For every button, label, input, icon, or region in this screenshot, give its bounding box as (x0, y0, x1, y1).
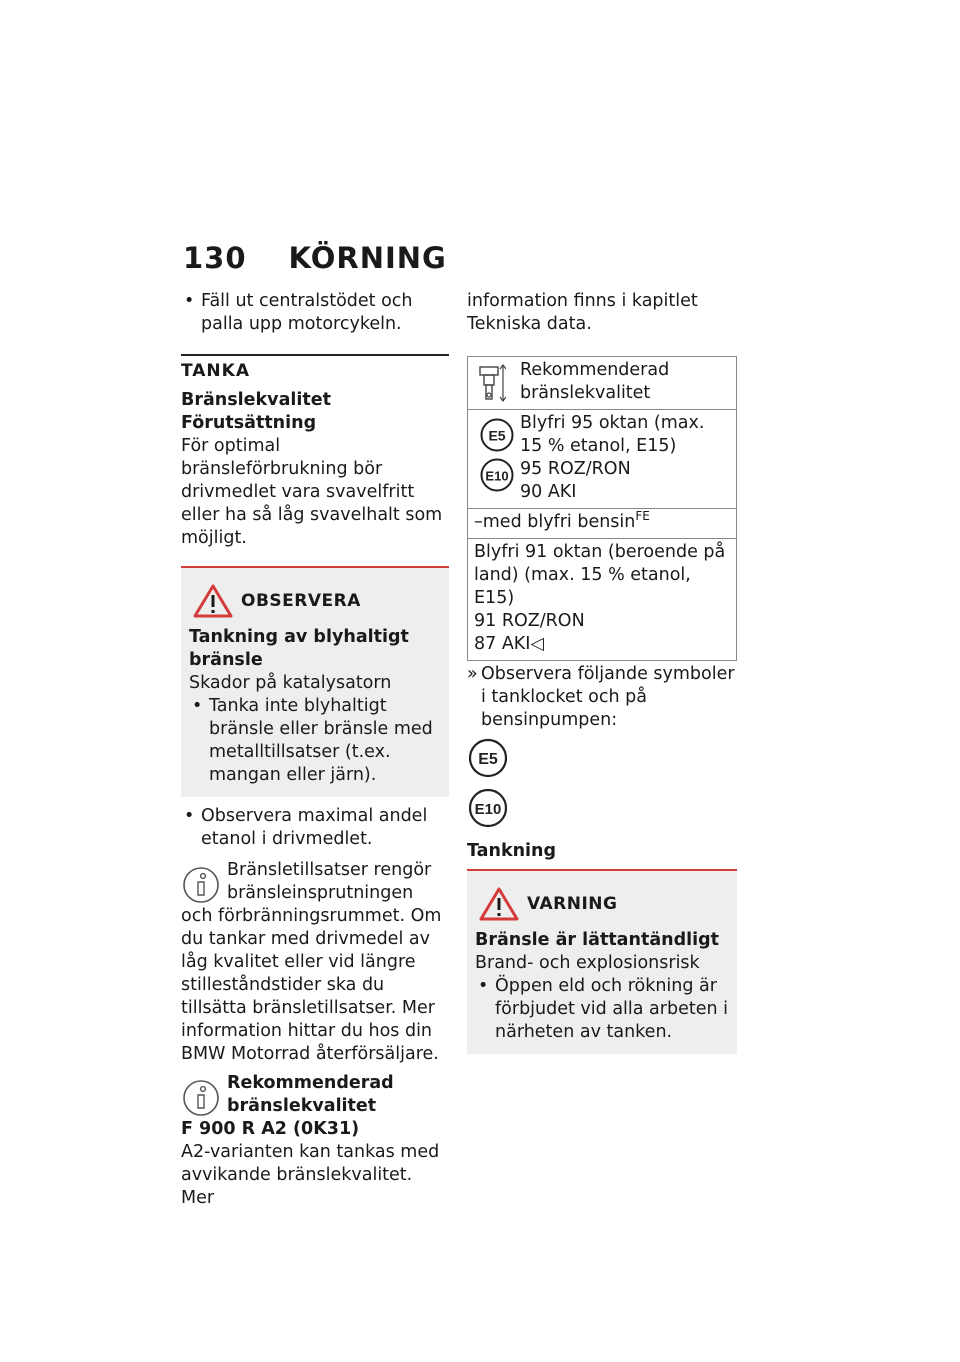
spec-95-aki: 90 AKI (520, 482, 577, 502)
info-recommended-fuel (181, 1072, 449, 1210)
notice-title: OBSERVERA (241, 590, 361, 611)
page-number: 130 (183, 241, 247, 275)
notice-box (181, 566, 449, 797)
warning-subtitle: Brand- och explosionsrisk (475, 953, 700, 973)
page-header (183, 240, 447, 276)
continuation-text: information finns i kapitlet Tekniska data. (467, 291, 698, 334)
warning-title: VARNING (527, 893, 618, 914)
info1-rest: och förbränningsrummet. Om du tankar med drivmedel av låg kvalitet eller vid längre stilleståndstider ska du tillsätta bränsletillsatser. Mer information hittar du hos din BMW Motorrad återförsäljare. (181, 906, 442, 1064)
notice-heading: Tankning av blyhaltigt bränsle (189, 627, 409, 670)
spec-91-ron: 91 ROZ/RON (474, 611, 585, 631)
info1-first: Bränsletillsatser rengör bränsleinsprutningen (227, 860, 432, 903)
info-icon (181, 1078, 221, 1118)
bullet-fold-stand: • Fäll ut centralstödet och palla upp motorcykeln. (184, 291, 413, 334)
warning-heading: Bränsle är lättantändligt (475, 930, 720, 950)
left-column (181, 290, 449, 1210)
spec-91-desc: Blyfri 91 oktan (beroende på land) (max. 15 % etanol, E15) (474, 542, 726, 608)
instruction-marker: » (467, 664, 478, 684)
section-rule (181, 354, 449, 383)
section-title: TANKA (181, 361, 250, 381)
spec-95-ron: 95 ROZ/RON (520, 459, 631, 479)
spec-with-unleaded-label: –med blyfri bensin (474, 512, 636, 532)
spec-row-95 (468, 409, 736, 508)
bullet-ethanol: • Observera maximal andel etanol i drivmedlet. (184, 806, 428, 849)
warning-triangle-icon (479, 886, 519, 922)
bullet-dot: • (184, 291, 195, 311)
spec-row-with-unleaded (468, 508, 736, 538)
svg-text:E10: E10 (485, 468, 509, 484)
svg-text:E10: E10 (474, 801, 502, 818)
info2-text: A2-varianten kan tankas med avvikande bränslekvalitet. Mer (181, 1142, 440, 1208)
subheading-fuel-quality: Bränslekvalitet (181, 390, 331, 410)
chapter-title: KÖRNING (288, 241, 447, 275)
right-column (467, 290, 737, 1054)
fuel-pump-icon (478, 363, 506, 403)
e10-icon (478, 458, 516, 492)
subheading-refuel: Tankning (467, 841, 557, 861)
info-icon (181, 865, 221, 905)
e5-icon (478, 418, 516, 452)
spec-95-desc: Blyfri 95 oktan (max. 15 % etanol, E15) (520, 413, 705, 456)
svg-text:E5: E5 (478, 751, 498, 768)
spec-recommended-label: Rekommenderad bränslekvalitet (520, 360, 670, 403)
warning-box (467, 869, 737, 1054)
subheading-requirement: Förutsättning (181, 413, 317, 433)
spec-row-91 (468, 538, 736, 660)
e10-icon (467, 788, 509, 828)
spec-91-aki: 87 AKI◁ (474, 634, 544, 654)
info2-model: F 900 R A2 (0K31) (181, 1119, 360, 1139)
e5-icon (467, 738, 509, 778)
info2-heading: Rekommenderad bränslekvalitet (227, 1073, 394, 1116)
instruction-symbols: » Observera följande symboler i tanklocket och på bensinpumpen: (467, 664, 735, 730)
notice-bullet: • Tanka inte blyhaltigt bränsle eller bränsle med metalltillsatser (t.ex. mangan eller järn). (192, 696, 433, 785)
spec-row-recommended (468, 357, 736, 409)
fuel-spec-table (467, 356, 737, 661)
warning-triangle-icon (193, 583, 233, 619)
notice-subtitle: Skador på katalysatorn (189, 673, 392, 693)
info-fuel-additives (181, 859, 449, 1066)
svg-text:E5: E5 (488, 427, 506, 444)
requirement-text: För optimal bränsleförbrukning bör drivmedlet vara svavelfritt eller ha så låg svavelhalt som möjligt. (181, 436, 443, 548)
warning-bullet: • Öppen eld och rökning är förbjudet vid alla arbeten i närheten av tanken. (478, 976, 728, 1042)
footnote-fe: FE (635, 509, 650, 524)
